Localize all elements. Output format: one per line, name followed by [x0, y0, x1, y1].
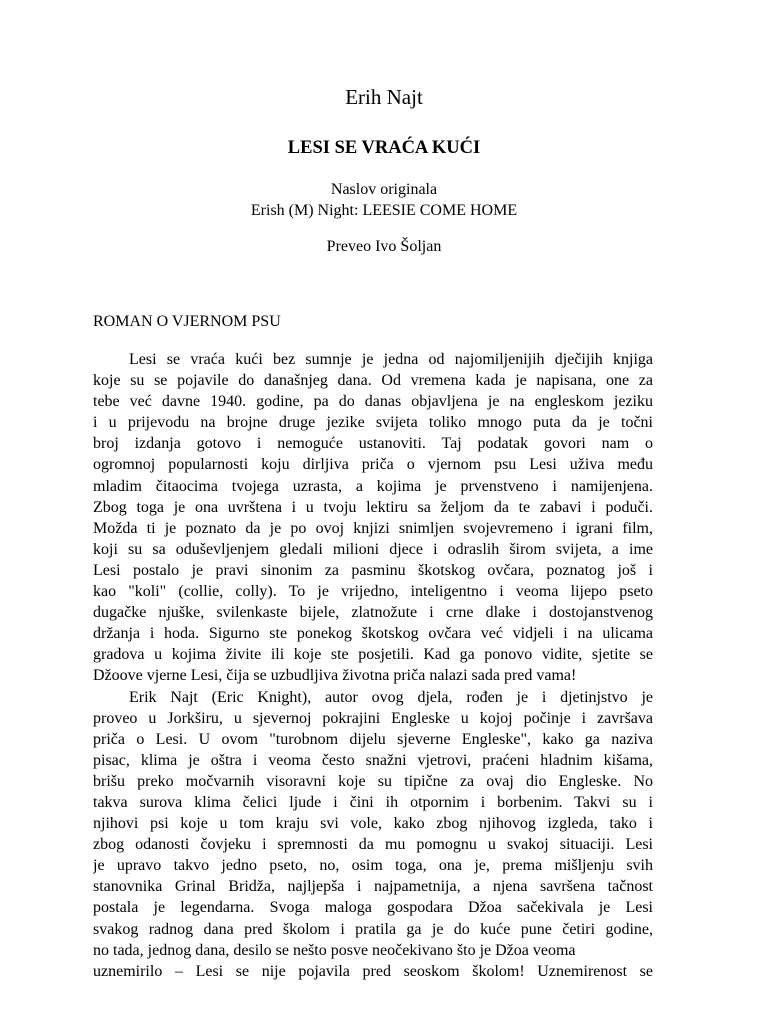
text-line: koji su sa oduševljenjem gledali milioni djece i odraslih širom svijeta, a ime — [93, 540, 653, 558]
text-line: Lesi se vraća kući bez sumnje je jedna od najomiljenijih dječijih knjiga — [129, 351, 653, 368]
text-line: Erik Najt (Eric Knight), autor ovog djela, rođen je i djetinjstvo je — [129, 688, 653, 706]
text-line: koje su se pojavile do današnjeg dana. Od vremena kada je napisana, one za — [93, 372, 653, 390]
section-heading: ROMAN O VJERNOM PSU — [93, 313, 281, 330]
text-line: kao "koli" (collie, colly). To je vrijedno, inteligentno i veoma lijepo pseto — [93, 583, 653, 601]
original-title-block — [0, 179, 768, 221]
text-line: mladim čitaocima tvojega uzrasta, a kojima je prvenstveno i namijenjena. — [93, 477, 653, 495]
text-line: takva surova klima čelici ljude i čini ih otpornim i borbenim. Takvi su i — [93, 793, 653, 811]
text-line: tebe već davne 1940. godine, pa do danas objavljena je na engleskom jeziku — [93, 393, 653, 411]
original-title-label: Naslov originala — [330, 181, 438, 198]
text-line: Lesi postalo je pravi sinonim za pasminu škotskog ovčara, poznatog još i — [93, 561, 653, 579]
author-name: Erih Najt — [345, 85, 423, 109]
text-line: no tada, jednog dana, desilo se nešto posve neočekivano što je Džoa veoma — [93, 941, 576, 959]
text-line: stanovnika Grinal Bridža, najljepša i najpametnija, a njena savršena tačnost — [93, 878, 653, 896]
text-line: priča o Lesi. U ovom "turobnom dijelu sjeverne Engleske", kako ga naziva — [93, 730, 653, 748]
text-line: i u prijevodu na brojne druge jezike svijeta toliko mnogo puta da je točni — [93, 414, 653, 432]
text-line: gradova u kojima živite ili koje ste posjetili. Kad ga ponovo vidite, sjetite se — [93, 646, 653, 664]
text-line: Možda ti je poznato da je po ovoj knjizi snimljen svojevremeno i igrani film, — [93, 519, 653, 537]
text-line: proveo u Jorkširu, u sjevernoj pokrajini Engleske u kojoj počinje i završava — [93, 709, 653, 727]
text-line: postala je legendarna. Svoga maloga gospodara Džoa sačekivala je Lesi — [93, 899, 653, 917]
body-text — [93, 349, 653, 982]
text-line: zbog odanosti čovjeku i spremnosti da mu pomognu u svakoj situaciji. Lesi — [93, 836, 653, 854]
text-line: uznemirilo – Lesi se nije pojavila pred seoskom školom! Uznemirenost se — [93, 962, 653, 980]
text-line: ogromnoj popularnosti koju dirljiva priča o vjernom psu Lesi uživa među — [93, 456, 653, 474]
text-line: Džoove vjerne Lesi, čija se uzbudljiva životna priča nalazi sada pred vama! — [93, 667, 577, 685]
text-line: pisac, klima je oštra i veoma često snažni vjetrovi, praćeni hladnim kišama, — [93, 751, 653, 769]
book-title: LESI SE VRAĆA KUĆI — [287, 138, 481, 158]
text-line: broj izdanja gotovo i nemoguće ustanoviti. Taj podatak govori nam o — [93, 435, 653, 453]
text-line: svakog radnog dana pred školom i pratila ga je do kuće pune četiri godine, — [93, 920, 653, 938]
text-line: njihovi psi koje u tom kraju svi vole, kako zbog njihovog izgleda, tako i — [93, 815, 653, 833]
original-title: Erish (M) Night: LEESIE COME HOME — [250, 202, 518, 219]
text-line: dugačke njuške, svilenkaste bijele, zlatnožute i crne dlake i dostojanstvenog — [93, 604, 653, 622]
text-line: brišu preko močvarnih visoravni koje su tipične za ovaj dio Engleske. No — [93, 772, 653, 790]
text-line: Zbog toga je ona uvrštena i u tvoju lektiru sa željom da te zabavi i poduči. — [93, 498, 653, 516]
translator-credit: Preveo Ivo Šoljan — [326, 238, 442, 255]
text-line: je upravo takvo jedno pseto, no, osim toga, ona je, prema mišljenju svih — [93, 857, 653, 875]
text-line: držanja i hoda. Sigurno ste ponekog škotskog ovčara već vidjeli i na ulicama — [93, 625, 653, 643]
